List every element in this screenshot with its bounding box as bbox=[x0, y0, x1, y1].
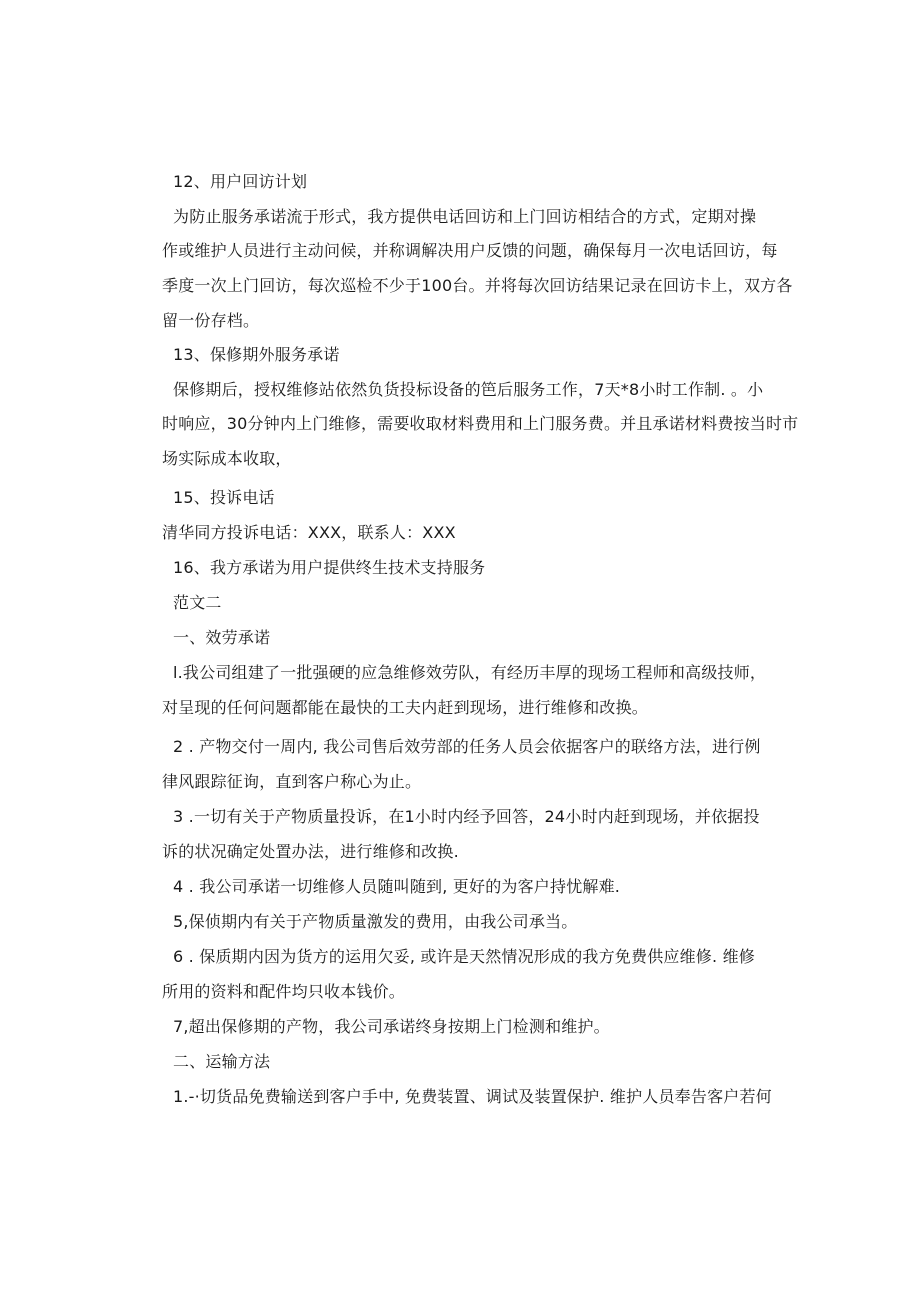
paragraph-line: 季度一次上门回访，每次巡检不少于100台。并将每次回访结果记录在回访卡上，双方各 bbox=[162, 276, 793, 295]
paragraph-line: 为防止服务承诺流于形式，我方提供电话回访和上门回访相结合的方式，定期对操 bbox=[173, 207, 757, 226]
paragraph-line: 所用的资料和配件均只收本钱价。 bbox=[162, 982, 406, 1001]
list-item-7: 7,超出保修期的产物，我公司承诺终身按期上门检测和维护。 bbox=[173, 1017, 610, 1036]
section-heading-16: 16、我方承诺为用户提供终生技术支持服务 bbox=[173, 558, 486, 577]
list-item-transport-1: 1.-·切货品免费输送到客户手中, 免费装置、调试及装置保护. 维护人员奉告客户若何 bbox=[173, 1087, 772, 1106]
section-heading-13: 13、保修期外服务承诺 bbox=[173, 345, 340, 364]
sample-two-heading: 范文二 bbox=[173, 593, 222, 612]
paragraph-line: 保修期后，授权维修站依然负货投标设备的笆后服务工作，7天*8小时工作制. 。小 bbox=[173, 380, 764, 399]
list-item-5: 5,保侦期内有关于产物质量激发的费用，由我公司承当。 bbox=[173, 912, 578, 931]
paragraph-line: 场实际成本收取， bbox=[162, 449, 292, 468]
list-item-6: 6 . 保质期内因为货方的运用欠妥, 或许是天然情况形成的我方免费供应维修. 维修 bbox=[173, 947, 755, 966]
section-heading-transport: 二、运输方法 bbox=[173, 1052, 271, 1071]
paragraph-line: 律风跟踪征询，直到客户称心为止。 bbox=[162, 772, 422, 791]
section-heading-12: 12、用户回访计划 bbox=[173, 172, 308, 191]
paragraph-line: l.我公司组建了一批强硬的应急维修效劳队，有经历丰厚的现场工程师和高级技师， bbox=[173, 663, 767, 682]
section-heading-15: 15、投诉电话 bbox=[173, 488, 275, 507]
complaint-phone-line: 清华同方投诉电话：XXX，联系人：XXX bbox=[162, 523, 456, 542]
list-item-4: 4 . 我公司承诺一切维修人员随叫随到, 更好的为客户持忧解难. bbox=[173, 877, 621, 896]
list-item-3: 3 .一切有关于产物质量投诉，在1小时内经予回答，24小时内赶到现场，并依据投 bbox=[173, 807, 760, 826]
paragraph-line: 时响应，30分钟内上门维修，需要收取材料费用和上门服务费。并且承诺材料费按当时市 bbox=[162, 414, 799, 433]
paragraph-line: 对呈现的任何问题都能在最快的工夫内赶到现场，进行维修和改换。 bbox=[162, 698, 649, 717]
paragraph-line: 留一份存档。 bbox=[162, 311, 260, 330]
section-heading-service: 一、效劳承诺 bbox=[173, 628, 271, 647]
paragraph-line: 作或维护人员进行主动问候，并称调解决用户反馈的问题，确保每月一次电话回访，每 bbox=[162, 241, 778, 260]
paragraph-line: 诉的状况确定处置办法，进行维修和改换. bbox=[162, 842, 459, 861]
list-item-2: 2 . 产物交付一周内, 我公司售后效劳部的任务人员会依据客户的联络方法，进行例 bbox=[173, 737, 761, 756]
